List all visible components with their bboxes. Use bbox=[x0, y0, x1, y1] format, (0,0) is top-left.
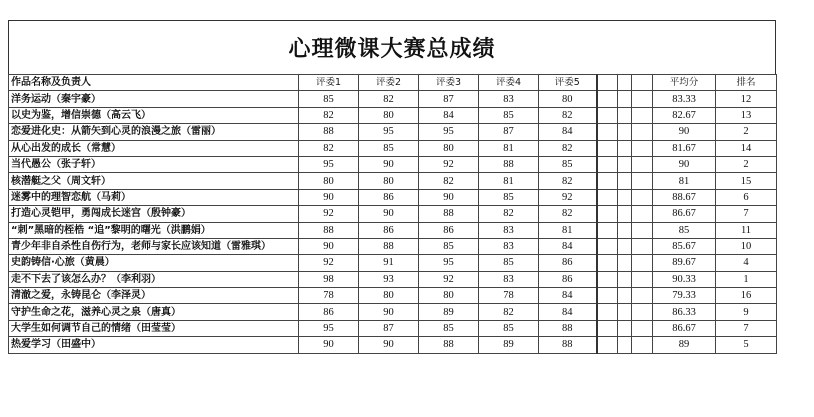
blank-cell bbox=[597, 189, 618, 205]
judge-score: 82 bbox=[299, 140, 359, 156]
judge-score: 95 bbox=[419, 255, 479, 271]
header-judge-1: 评委1 bbox=[299, 75, 359, 91]
rank-value: 7 bbox=[716, 320, 777, 336]
average-score: 81.67 bbox=[653, 140, 716, 156]
table-row bbox=[9, 189, 777, 205]
blank-cell bbox=[632, 91, 653, 107]
judge-score: 88 bbox=[539, 320, 597, 336]
judge-score: 86 bbox=[299, 304, 359, 320]
entry-name: 打造心灵铠甲，勇闯成长迷宫（殷钟豪） bbox=[9, 206, 299, 222]
judge-score: 90 bbox=[359, 206, 419, 222]
blank-cell bbox=[618, 91, 632, 107]
entry-name: 走不下去了该怎么办？（李利羽） bbox=[9, 271, 299, 287]
table-row bbox=[9, 107, 777, 123]
entry-name: 恋爱进化史：从箭矢到心灵的浪漫之旅（雷丽） bbox=[9, 124, 299, 140]
entry-name: 洋务运动（秦宇豪） bbox=[9, 91, 299, 107]
judge-score: 92 bbox=[419, 271, 479, 287]
judge-score: 95 bbox=[419, 124, 479, 140]
average-score: 86.67 bbox=[653, 206, 716, 222]
table-row bbox=[9, 288, 777, 304]
blank-cell bbox=[632, 173, 653, 189]
entry-name: 以史为鉴，增信崇德（高云飞） bbox=[9, 107, 299, 123]
rank-value: 4 bbox=[716, 255, 777, 271]
average-score: 81 bbox=[653, 173, 716, 189]
blank-cell bbox=[632, 222, 653, 238]
blank-cell bbox=[618, 140, 632, 156]
header-rank: 排名 bbox=[716, 75, 777, 91]
entry-name: 核潜艇之父（周文轩） bbox=[9, 173, 299, 189]
judge-score: 84 bbox=[539, 288, 597, 304]
judge-score: 85 bbox=[479, 189, 539, 205]
entry-name: 守护生命之花，滋养心灵之泉（唐真） bbox=[9, 304, 299, 320]
judge-score: 81 bbox=[479, 140, 539, 156]
judge-score: 92 bbox=[539, 189, 597, 205]
entry-name: 迷雾中的理智恋航（马莉） bbox=[9, 189, 299, 205]
blank-cell bbox=[632, 238, 653, 254]
judge-score: 85 bbox=[539, 156, 597, 172]
judge-score: 92 bbox=[299, 255, 359, 271]
judge-score: 78 bbox=[299, 288, 359, 304]
entry-name: “刺”黑暗的桎梏 “追”黎明的曙光（洪鹏娟） bbox=[9, 222, 299, 238]
average-score: 82.67 bbox=[653, 107, 716, 123]
rank-value: 5 bbox=[716, 337, 777, 353]
blank-cell bbox=[597, 91, 618, 107]
judge-score: 82 bbox=[299, 107, 359, 123]
blank-cell bbox=[618, 320, 632, 336]
blank-cell bbox=[618, 156, 632, 172]
score-sheet bbox=[8, 20, 776, 354]
blank-cell bbox=[618, 107, 632, 123]
average-score: 89 bbox=[653, 337, 716, 353]
blank-cell bbox=[632, 304, 653, 320]
judge-score: 80 bbox=[359, 107, 419, 123]
judge-score: 83 bbox=[479, 238, 539, 254]
rank-value: 15 bbox=[716, 173, 777, 189]
average-score: 85.67 bbox=[653, 238, 716, 254]
judge-score: 78 bbox=[479, 288, 539, 304]
blank-cell bbox=[597, 124, 618, 140]
judge-score: 95 bbox=[299, 320, 359, 336]
table-row bbox=[9, 255, 777, 271]
judge-score: 82 bbox=[419, 173, 479, 189]
blank-cell bbox=[632, 206, 653, 222]
judge-score: 82 bbox=[359, 91, 419, 107]
judge-score: 83 bbox=[479, 222, 539, 238]
rank-value: 2 bbox=[716, 156, 777, 172]
blank-cell bbox=[632, 320, 653, 336]
judge-score: 85 bbox=[419, 320, 479, 336]
blank-cell bbox=[618, 206, 632, 222]
blank-cell bbox=[618, 124, 632, 140]
table-row bbox=[9, 337, 777, 353]
judge-score: 81 bbox=[539, 222, 597, 238]
table-row bbox=[9, 320, 777, 336]
rank-value: 14 bbox=[716, 140, 777, 156]
blank-cell bbox=[632, 75, 653, 91]
entry-name: 史韵铸信·心旅（黄晨） bbox=[9, 255, 299, 271]
blank-cell bbox=[597, 337, 618, 353]
blank-cell bbox=[618, 189, 632, 205]
judge-score: 90 bbox=[359, 156, 419, 172]
blank-cell bbox=[618, 173, 632, 189]
judge-score: 88 bbox=[419, 206, 479, 222]
header-judge-3: 评委3 bbox=[419, 75, 479, 91]
entry-name: 青少年非自杀性自伤行为，老师与家长应该知道（雷雅琪） bbox=[9, 238, 299, 254]
blank-cell bbox=[632, 337, 653, 353]
table-row bbox=[9, 156, 777, 172]
judge-score: 85 bbox=[299, 91, 359, 107]
header-row bbox=[9, 75, 777, 91]
judge-score: 92 bbox=[419, 156, 479, 172]
judge-score: 88 bbox=[419, 337, 479, 353]
average-score: 86.67 bbox=[653, 320, 716, 336]
blank-cell bbox=[632, 288, 653, 304]
judge-score: 80 bbox=[359, 173, 419, 189]
judge-score: 90 bbox=[359, 304, 419, 320]
blank-cell bbox=[597, 173, 618, 189]
judge-score: 83 bbox=[479, 91, 539, 107]
sheet-title: 心理微课大赛总成绩 bbox=[288, 37, 496, 62]
rank-value: 1 bbox=[716, 271, 777, 287]
header-judge-5: 评委5 bbox=[539, 75, 597, 91]
judge-score: 95 bbox=[299, 156, 359, 172]
entry-name: 从心出发的成长（常慧） bbox=[9, 140, 299, 156]
judge-score: 80 bbox=[299, 173, 359, 189]
table-row bbox=[9, 173, 777, 189]
header-judge-2: 评委2 bbox=[359, 75, 419, 91]
judge-score: 86 bbox=[359, 222, 419, 238]
average-score: 85 bbox=[653, 222, 716, 238]
blank-cell bbox=[632, 189, 653, 205]
judge-score: 82 bbox=[479, 304, 539, 320]
judge-score: 85 bbox=[479, 107, 539, 123]
judge-score: 86 bbox=[419, 222, 479, 238]
blank-cell bbox=[632, 140, 653, 156]
blank-cell bbox=[618, 304, 632, 320]
judge-score: 80 bbox=[359, 288, 419, 304]
average-score: 90 bbox=[653, 156, 716, 172]
rank-value: 12 bbox=[716, 91, 777, 107]
header-judge-4: 评委4 bbox=[479, 75, 539, 91]
judge-score: 87 bbox=[359, 320, 419, 336]
blank-cell bbox=[618, 255, 632, 271]
table-row bbox=[9, 271, 777, 287]
rank-value: 6 bbox=[716, 189, 777, 205]
blank-cell bbox=[618, 75, 632, 91]
table-row bbox=[9, 304, 777, 320]
blank-cell bbox=[632, 107, 653, 123]
average-score: 89.67 bbox=[653, 255, 716, 271]
judge-score: 89 bbox=[419, 304, 479, 320]
score-table bbox=[8, 74, 777, 354]
blank-cell bbox=[597, 222, 618, 238]
judge-score: 84 bbox=[539, 304, 597, 320]
average-score: 90 bbox=[653, 124, 716, 140]
blank-cell bbox=[632, 124, 653, 140]
judge-score: 81 bbox=[479, 173, 539, 189]
blank-cell bbox=[597, 75, 618, 91]
blank-cell bbox=[632, 255, 653, 271]
judge-score: 88 bbox=[539, 337, 597, 353]
judge-score: 88 bbox=[299, 222, 359, 238]
entry-name: 清澈之爱，永铸昆仑（李泽灵） bbox=[9, 288, 299, 304]
average-score: 83.33 bbox=[653, 91, 716, 107]
judge-score: 82 bbox=[539, 107, 597, 123]
entry-name: 热爱学习（田盛中） bbox=[9, 337, 299, 353]
judge-score: 85 bbox=[419, 238, 479, 254]
judge-score: 98 bbox=[299, 271, 359, 287]
judge-score: 85 bbox=[359, 140, 419, 156]
rank-value: 11 bbox=[716, 222, 777, 238]
rank-value: 9 bbox=[716, 304, 777, 320]
judge-score: 84 bbox=[539, 124, 597, 140]
average-score: 79.33 bbox=[653, 288, 716, 304]
judge-score: 82 bbox=[539, 206, 597, 222]
average-score: 90.33 bbox=[653, 271, 716, 287]
blank-cell bbox=[597, 320, 618, 336]
blank-cell bbox=[597, 238, 618, 254]
judge-score: 82 bbox=[539, 173, 597, 189]
blank-cell bbox=[597, 255, 618, 271]
blank-cell bbox=[618, 222, 632, 238]
blank-cell bbox=[597, 140, 618, 156]
judge-score: 80 bbox=[419, 288, 479, 304]
blank-cell bbox=[632, 271, 653, 287]
table-row bbox=[9, 206, 777, 222]
judge-score: 85 bbox=[479, 320, 539, 336]
blank-cell bbox=[618, 238, 632, 254]
judge-score: 83 bbox=[479, 271, 539, 287]
judge-score: 86 bbox=[539, 271, 597, 287]
rank-value: 2 bbox=[716, 124, 777, 140]
entry-name: 大学生如何调节自己的情绪（田莹莹） bbox=[9, 320, 299, 336]
table-row bbox=[9, 91, 777, 107]
average-score: 88.67 bbox=[653, 189, 716, 205]
judge-score: 95 bbox=[359, 124, 419, 140]
blank-cell bbox=[597, 206, 618, 222]
average-score: 86.33 bbox=[653, 304, 716, 320]
blank-cell bbox=[597, 304, 618, 320]
judge-score: 86 bbox=[539, 255, 597, 271]
judge-score: 90 bbox=[359, 337, 419, 353]
table-row bbox=[9, 222, 777, 238]
judge-score: 86 bbox=[359, 189, 419, 205]
judge-score: 88 bbox=[359, 238, 419, 254]
judge-score: 84 bbox=[539, 238, 597, 254]
judge-score: 93 bbox=[359, 271, 419, 287]
title-cell bbox=[8, 20, 776, 74]
judge-score: 82 bbox=[479, 206, 539, 222]
rank-value: 16 bbox=[716, 288, 777, 304]
rank-value: 7 bbox=[716, 206, 777, 222]
judge-score: 90 bbox=[419, 189, 479, 205]
table-row bbox=[9, 140, 777, 156]
judge-score: 80 bbox=[539, 91, 597, 107]
judge-score: 87 bbox=[479, 124, 539, 140]
judge-score: 88 bbox=[479, 156, 539, 172]
rank-value: 13 bbox=[716, 107, 777, 123]
judge-score: 89 bbox=[479, 337, 539, 353]
table-row bbox=[9, 238, 777, 254]
blank-cell bbox=[597, 288, 618, 304]
judge-score: 84 bbox=[419, 107, 479, 123]
judge-score: 91 bbox=[359, 255, 419, 271]
judge-score: 90 bbox=[299, 189, 359, 205]
rank-value: 10 bbox=[716, 238, 777, 254]
blank-cell bbox=[618, 288, 632, 304]
header-average: 平均分 bbox=[653, 75, 716, 91]
blank-cell bbox=[618, 271, 632, 287]
judge-score: 85 bbox=[479, 255, 539, 271]
blank-cell bbox=[618, 337, 632, 353]
blank-cell bbox=[597, 156, 618, 172]
table-row bbox=[9, 124, 777, 140]
judge-score: 88 bbox=[299, 124, 359, 140]
judge-score: 87 bbox=[419, 91, 479, 107]
judge-score: 92 bbox=[299, 206, 359, 222]
judge-score: 82 bbox=[539, 140, 597, 156]
entry-name: 当代愚公（张子轩） bbox=[9, 156, 299, 172]
judge-score: 90 bbox=[299, 337, 359, 353]
header-name: 作品名称及负责人 bbox=[9, 75, 299, 91]
blank-cell bbox=[597, 271, 618, 287]
judge-score: 80 bbox=[419, 140, 479, 156]
blank-cell bbox=[597, 107, 618, 123]
judge-score: 90 bbox=[299, 238, 359, 254]
blank-cell bbox=[632, 156, 653, 172]
